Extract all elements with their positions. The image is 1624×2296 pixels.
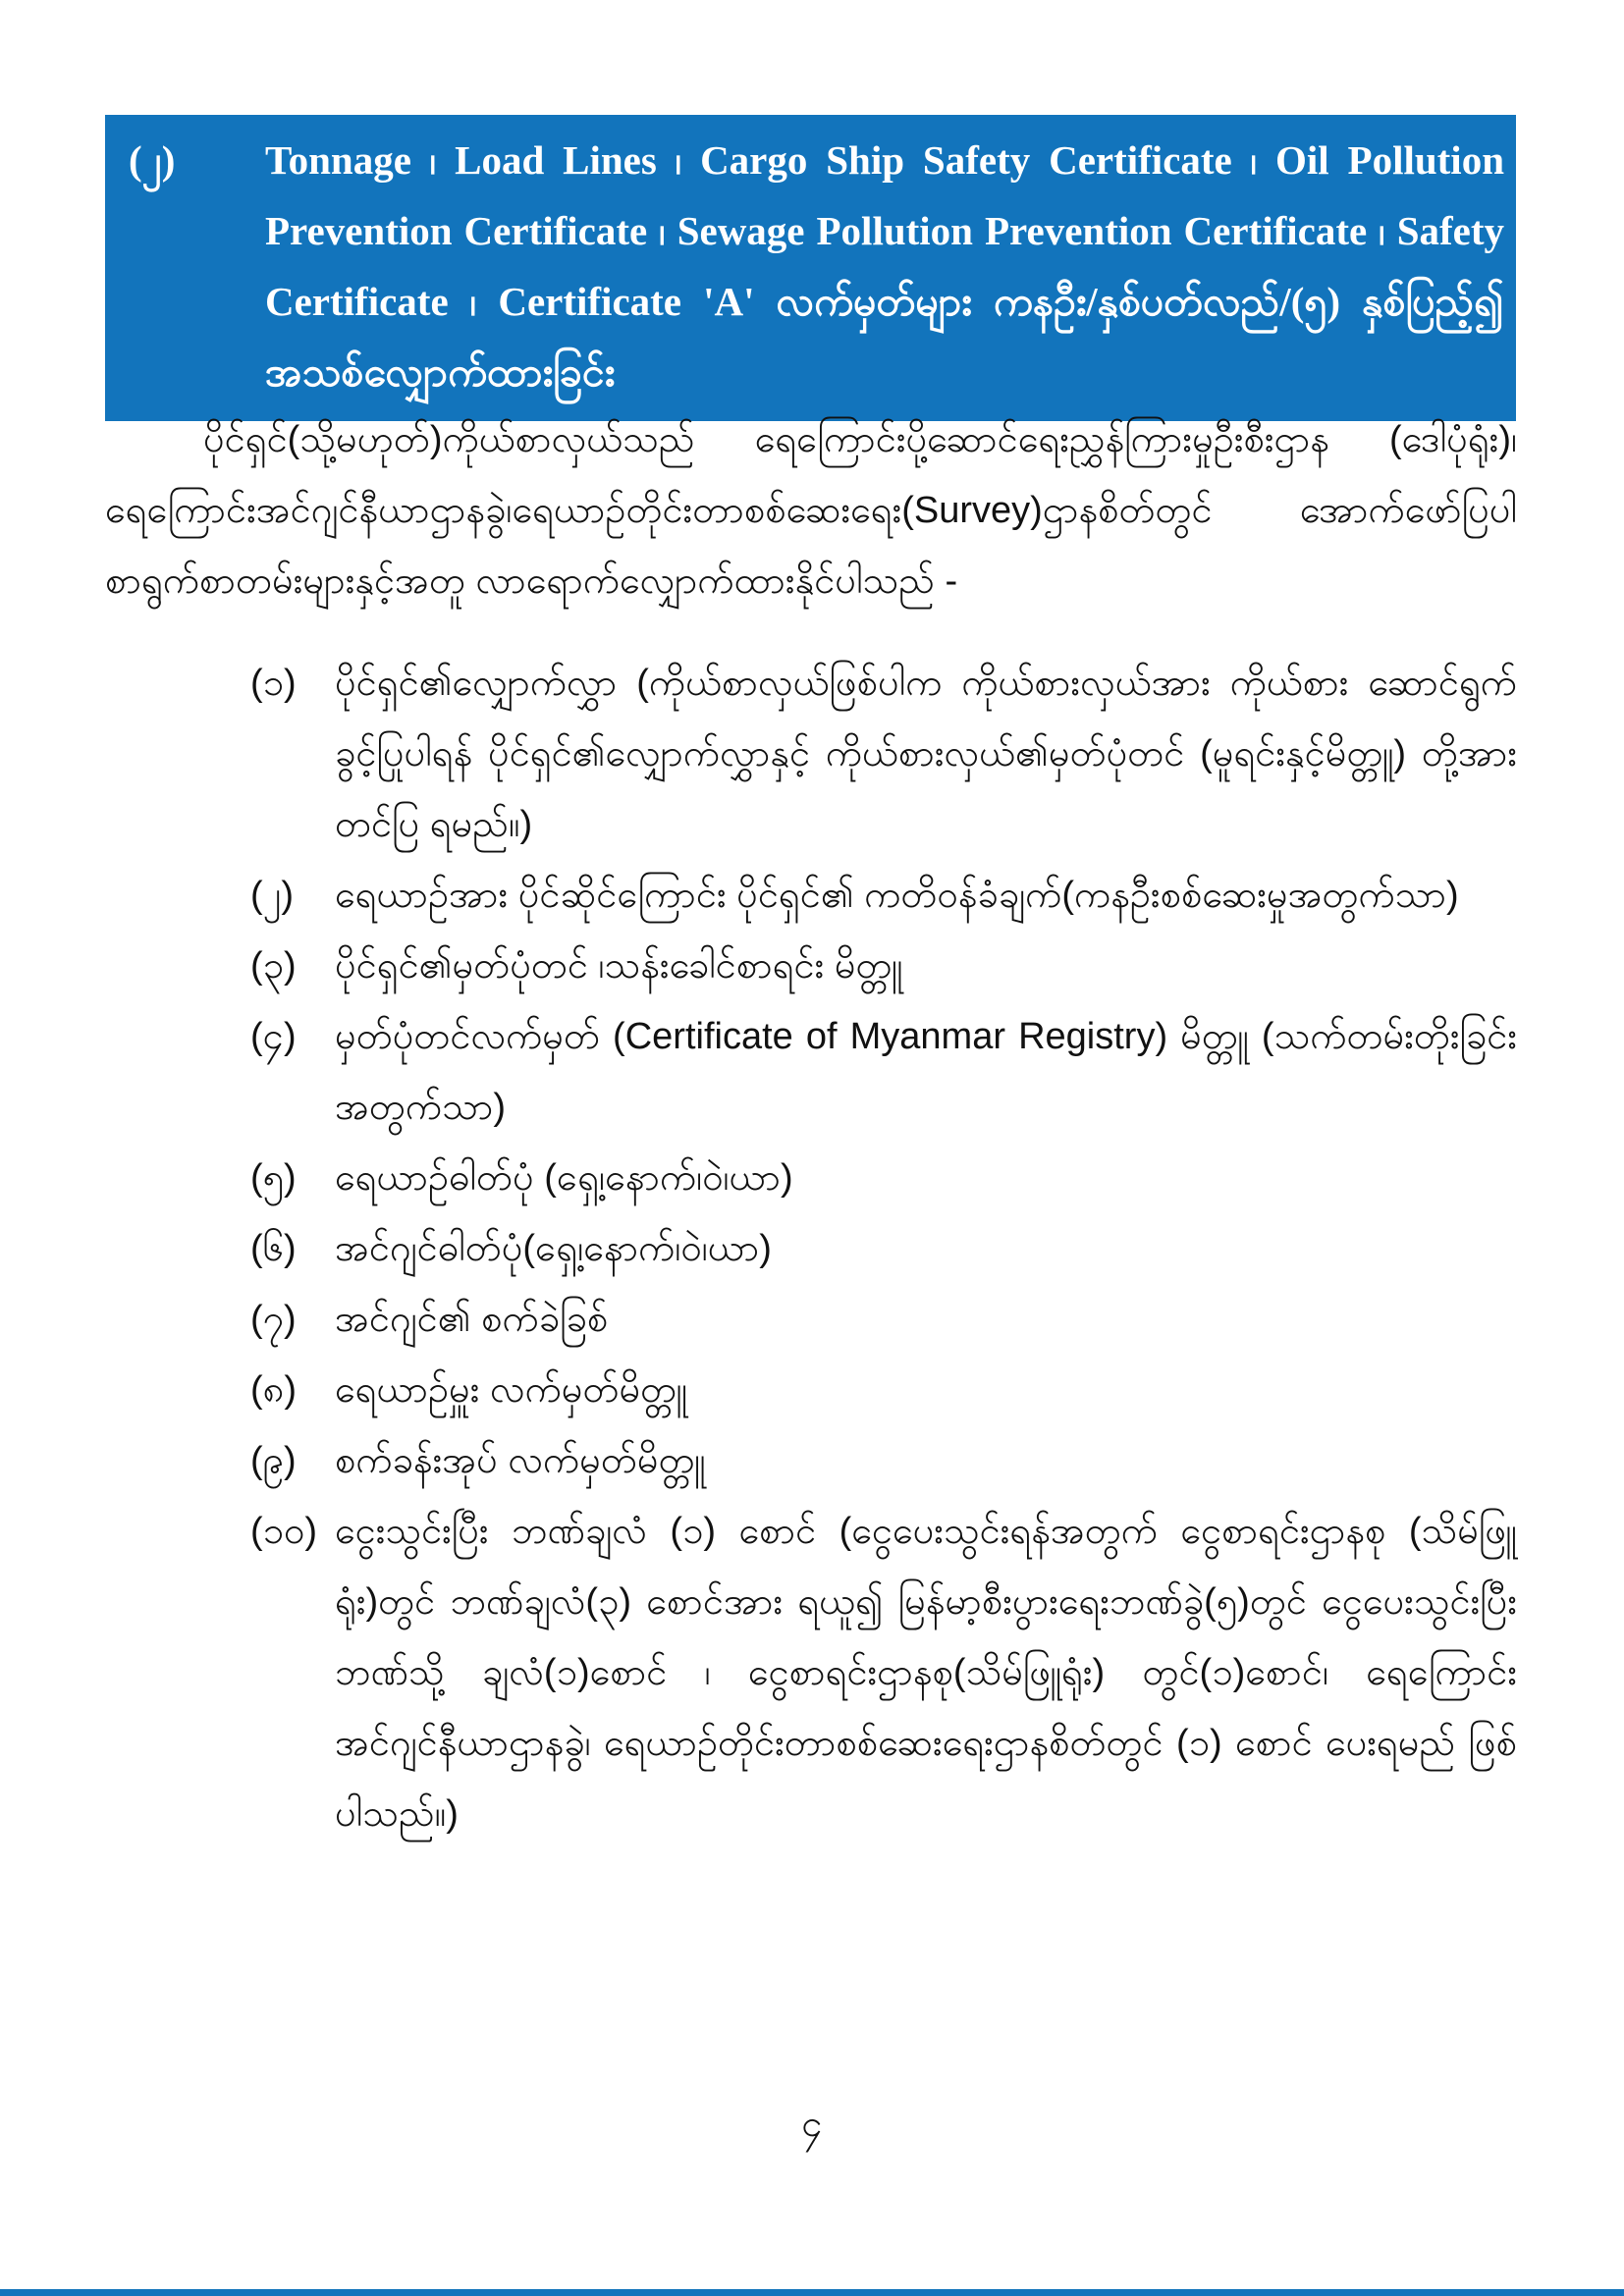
- list-item: [105, 1496, 1517, 1849]
- list-item: [105, 648, 1517, 860]
- list-item-number: (၈): [250, 1369, 298, 1411]
- list-item-number: (၁၀): [250, 1511, 318, 1552]
- list-item-text: အင်ဂျင်ဓါတ်ပုံ(ရှေ့၊နောက်၊ဝဲ၊ယာ): [335, 1228, 772, 1269]
- section-title-banner: [105, 115, 1516, 421]
- bottom-border-rule: [0, 2289, 1624, 2296]
- list-item-number: (၄): [250, 1016, 297, 1057]
- list-item-text: ငွေးသွင်းပြီး ဘဏ်ချလံ (၁) စောင် (ငွေပေးသွင်းရန်အတွက် ငွေစာရင်းဌာနစု (သိမ်ဖြူရုံး)တွင် ဘဏ်ချလံ(၃) စောင်အား ရယူ၍ မြန်မာ့စီးပွားရေးဘဏ်ခွဲ(၅)တွင် ငွေပေးသွင်းပြီး ဘဏ်သို့ ချလံ(၁)စောင် ၊ ငွေစာရင်းဌာနစု(သိမ်ဖြူရုံး) တွင်(၁)စောင်၊ ရေကြောင်းအင်ဂျင်နီယာဌာနခွဲ၊ ရေယာဉ်တိုင်းတာစစ်ဆေးရေးဌာနစိတ်တွင် (၁) စောင် ပေးရမည် ဖြစ်ပါသည်။): [335, 1511, 1517, 1835]
- section-title: Tonnage ၊ Load Lines ၊ Cargo Ship Safety Certificate ၊ Oil Pollution Prevention Certificate ၊ Sewage Pollution Prevention Certificate ၊ Safety Certificate ၊ Certificate 'A' လက်မှတ်များ ကနဦး/နှစ်ပတ်လည်/(၅) နှစ်ပြည့်၍ အသစ်လျှောက်ထားခြင်း: [265, 137, 1504, 395]
- list-item: [105, 1213, 1517, 1284]
- requirements-list: [105, 648, 1517, 1849]
- list-item-text: စက်ခန်းအုပ် လက်မှတ်မိတ္တူ: [335, 1440, 706, 1481]
- list-item-text: မှတ်ပုံတင်လက်မှတ် (Certificate of Myanmar Registry) မိတ္တူ (သက်တမ်းတိုးခြင်း အတွက်သာ): [335, 1016, 1517, 1128]
- list-item-text: ရေယာဉ်အား ပိုင်ဆိုင်ကြောင်း ပိုင်ရှင်၏ ကတိဝန်ခံချက်(ကနဦးစစ်ဆေးမှုအတွက်သာ): [335, 875, 1459, 916]
- page-number: ၄: [801, 2104, 823, 2145]
- list-item: [105, 1355, 1517, 1425]
- list-item-text: ရေယာဉ်ဓါတ်ပုံ (ရှေ့၊နောက်၊ဝဲ၊ယာ): [335, 1157, 793, 1199]
- list-item-text: အင်ဂျင်၏ စက်ခဲခြစ်: [335, 1299, 609, 1340]
- list-item-number: (၁): [250, 663, 297, 704]
- list-item: [105, 931, 1517, 1001]
- list-item-number: (၅): [250, 1157, 297, 1199]
- list-item-text: ရေယာဉ်မှူး လက်မှတ်မိတ္တူ: [335, 1369, 688, 1411]
- list-item: [105, 1284, 1517, 1355]
- list-item-number: (၃): [250, 945, 297, 987]
- list-item-text: ပိုင်ရှင်၏လျှောက်လွှာ (ကိုယ်စာလှယ်ဖြစ်ပါက ကိုယ်စားလှယ်အား ကိုယ်စား ဆောင်ရွက်ခွင့်ပြုပါရန် ပိုင်ရှင်၏လျှောက်လွှာနှင့် ကိုယ်စားလှယ်၏မှတ်ပုံတင် (မူရင်းနှင့်မိတ္တူ) တို့အား တင်ပြ ရမည်။): [335, 663, 1517, 845]
- list-item: [105, 1001, 1517, 1143]
- list-item-text: ပိုင်ရှင်၏မှတ်ပုံတင် ၊သန်းခေါင်စာရင်း မိတ္တူ: [335, 945, 903, 987]
- list-item-number: (၂): [250, 875, 294, 916]
- list-item-number: (၇): [250, 1299, 297, 1340]
- section-number: (၂): [129, 137, 176, 183]
- list-item: [105, 1143, 1517, 1213]
- list-item-number: (၉): [250, 1440, 297, 1481]
- list-item: [105, 860, 1517, 931]
- list-item: [105, 1425, 1517, 1496]
- intro-paragraph: ပိုင်ရှင်(သို့မဟုတ်)ကိုယ်စာလှယ်သည် ရေကြောင်းပို့ဆောင်ရေးညွှန်ကြားမှုဦးစီးဌာန (ဒေါပုံရုံး)၊ ရေကြောင်းအင်ဂျင်နီယာဌာနခွဲ၊ရေယာဉ်တိုင်းတာစစ်ဆေးရေး(Survey)ဌာနစိတ်တွင် အောက်ဖော်ပြပါ စာရွက်စာတမ်းများနှင့်အတူ လာရောက်လျှောက်ထားနိုင်ပါသည် -: [105, 419, 1517, 602]
- list-item-number: (၆): [250, 1228, 297, 1269]
